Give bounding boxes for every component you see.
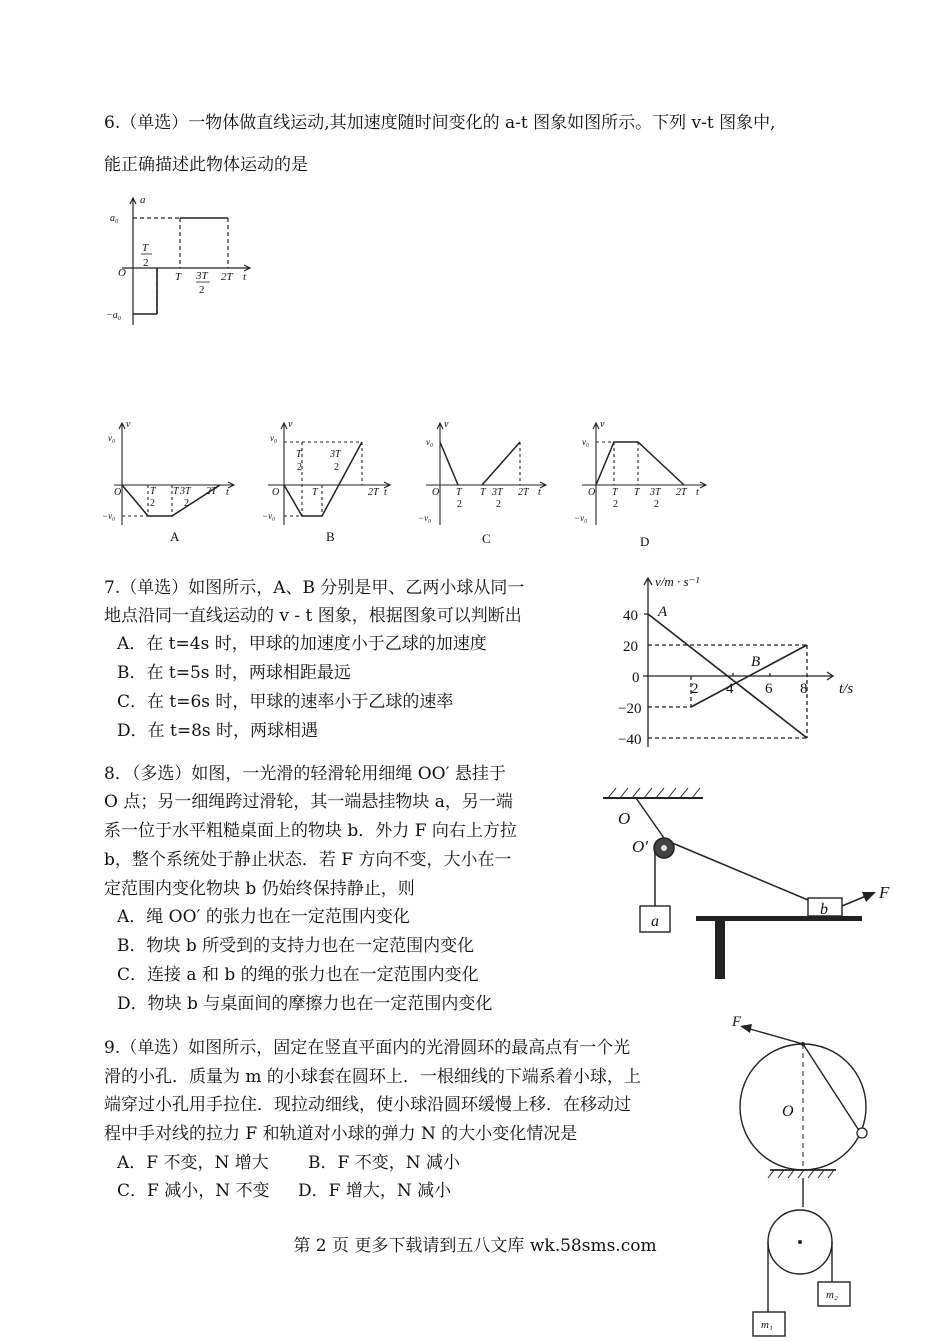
q6-choice-graphs <box>100 415 720 555</box>
q6-stem-line2: 能正确描述此物体运动的是 <box>104 155 308 175</box>
q8-stem-line1: 8．（多选）如图，一光滑的轻滑轮用细绳 OO′ 悬挂于 <box>104 764 506 784</box>
q8-stem-line4: b，整个系统处于静止状态．若 F 方向不变，大小在一 <box>104 850 512 870</box>
q9-ring-figure <box>728 1012 888 1342</box>
vt-b-3T: 3T <box>330 449 341 460</box>
vt-d-T: T <box>634 487 640 498</box>
vt-a-v: v <box>126 419 131 430</box>
q9-stem-line4: 程中手对线的拉力 F 和轨道对小球的弹力 N 的大小变化情况是 <box>104 1124 578 1144</box>
q8-pulley-figure <box>598 786 898 986</box>
at-origin: O <box>118 267 126 279</box>
at-neg-a0: −a₀ <box>106 310 122 321</box>
vt-a-O: O <box>114 487 122 498</box>
q9-m2-label: m₂ <box>826 1289 838 1301</box>
q8-option-a: A．绳 OO′ 的张力也在一定范围内变化 <box>117 907 410 927</box>
q7-ytick-20: 20 <box>623 639 638 655</box>
at-tick-3T-den: 2 <box>199 284 205 296</box>
vt-b-O: O <box>272 487 280 498</box>
q9-option-d: D．F 增大，N 减小 <box>298 1181 452 1201</box>
at-axis-a: a <box>140 194 146 206</box>
q9-stem-line3: 端穿过小孔用手拉住．现拉动细线，使小球沿圆环缓慢上移．在移动过 <box>104 1095 631 1115</box>
q7-ytick-0: 0 <box>632 670 640 686</box>
vt-a-v0: v₀ <box>108 433 116 443</box>
q7-xtick-6: 6 <box>765 681 773 697</box>
q8-label-O-prime: O′ <box>632 837 648 856</box>
q9-force-F-label: F <box>732 1014 742 1030</box>
at-a0: a₀ <box>110 213 119 224</box>
vt-a-T-half: T <box>150 486 156 497</box>
vt-b-label: B <box>326 529 335 544</box>
vt-b-t: t <box>384 487 387 498</box>
q9-stem-line1: 9.（单选）如图所示，固定在竖直平面内的光滑圆环的最高点有一个光 <box>104 1038 631 1058</box>
q7-stem-line2: 地点沿同一直线运动的 v - t 图象，根据图象可以判断出 <box>104 606 522 626</box>
q9-option-a: A．F 不变，N 增大 <box>117 1153 269 1173</box>
vt-d-3T: 3T <box>650 487 661 498</box>
vt-b-2T: 2T <box>368 487 379 498</box>
vt-a-label: A <box>170 529 180 544</box>
q8-stem-line5: 定范围内变化物块 b 仍始终保持静止，则 <box>104 879 415 899</box>
q7-xtick-4: 4 <box>726 681 734 697</box>
vt-c-O: O <box>432 487 440 498</box>
vt-b-v0: v₀ <box>270 433 278 443</box>
vt-graph-b <box>262 419 390 544</box>
q7-ytick-neg40: −40 <box>618 732 642 748</box>
q6-at-graph <box>100 190 260 340</box>
vt-c-label: C <box>482 531 491 546</box>
q7-xlabel: t/s <box>839 681 854 697</box>
q9-option-c: C．F 减小，N 不变 <box>117 1181 270 1201</box>
q8-block-b-label: b <box>820 901 828 918</box>
vt-a-2T: 2T <box>206 486 217 497</box>
q7-ytick-40: 40 <box>623 608 638 624</box>
vt-graph-a <box>102 419 234 544</box>
q9-stem-line2: 滑的小孔．质量为 m 的小球套在圆环上．一根细线的下端系着小球，上 <box>104 1067 641 1087</box>
vt-b-den1: 2 <box>297 462 302 473</box>
q8-force-F-label: F <box>879 883 890 902</box>
at-tick-T: T <box>175 271 182 283</box>
q7-vt-graph <box>615 572 875 752</box>
q7-option-c: C．在 t=6s 时，甲球的速率小于乙球的速率 <box>117 692 454 712</box>
vt-a-neg-v0: −v₀ <box>102 511 116 521</box>
vt-d-T-half: T <box>612 487 618 498</box>
vt-d-den2: 2 <box>654 499 659 510</box>
vt-a-t: t <box>226 487 229 498</box>
vt-d-2T: 2T <box>676 487 687 498</box>
q7-ylabel: v/m · s⁻¹ <box>655 574 700 589</box>
vt-b-neg-v0: −v₀ <box>262 511 276 521</box>
vt-c-v0: v₀ <box>426 437 434 447</box>
vt-c-3T: 3T <box>492 487 503 498</box>
q8-block-a-label: a <box>651 913 659 930</box>
vt-c-T: T <box>480 487 486 498</box>
at-tick-T-half-num: T <box>142 242 149 254</box>
vt-c-t: t <box>538 487 541 498</box>
vt-b-T: T <box>312 487 318 498</box>
q8-option-b: B．物块 b 所受到的支持力也在一定范围内变化 <box>117 936 475 956</box>
q6-stem-line1: 6.（单选）一物体做直线运动,其加速度随时间变化的 a-t 图象如图所示。下列 v-t 图象中, <box>104 113 776 133</box>
q8-label-O: O <box>618 809 631 828</box>
q7-xtick-2: 2 <box>691 681 699 697</box>
vt-d-label: D <box>640 534 650 549</box>
q7-line-a-label: A <box>658 604 668 620</box>
vt-d-v: v <box>600 419 605 430</box>
q7-option-d: D．在 t=8s 时，两球相遇 <box>117 721 319 741</box>
q9-option-b: B．F 不变，N 减小 <box>308 1153 460 1173</box>
vt-d-t: t <box>696 487 699 498</box>
at-tick-T-half-den: 2 <box>143 257 149 269</box>
vt-graph-c <box>418 419 546 546</box>
vt-c-v: v <box>444 419 449 430</box>
q7-stem-line1: 7.（单选）如图所示，A、B 分别是甲、乙两小球从同一 <box>104 578 525 598</box>
vt-c-neg-v0: −v₀ <box>418 513 432 523</box>
q8-option-c: C．连接 a 和 b 的绳的张力也在一定范围内变化 <box>117 965 479 985</box>
q8-stem-line2: O 点；另一细绳跨过滑轮，其一端悬挂物块 a，另一端 <box>104 792 513 812</box>
vt-a-den2: 2 <box>184 498 189 509</box>
q9-m1-label: m₁ <box>761 1319 773 1331</box>
at-tick-3T: 3T <box>196 270 208 282</box>
vt-c-T-half: T <box>456 487 462 498</box>
q8-option-d: D．物块 b 与桌面间的摩擦力也在一定范围内变化 <box>117 994 493 1014</box>
q7-line-b-label: B <box>751 654 761 670</box>
vt-c-2T: 2T <box>518 487 529 498</box>
q7-option-b: B．在 t=5s 时，两球相距最远 <box>117 663 351 683</box>
at-tick-2T: 2T <box>221 271 233 283</box>
vt-graph-d <box>574 419 706 549</box>
vt-a-T: T <box>173 486 179 497</box>
q8-stem-line3: 系一位于水平粗糙桌面上的物块 b．外力 F 向右上方拉 <box>104 821 517 841</box>
q7-ytick-neg20: −20 <box>618 701 642 717</box>
vt-d-den1: 2 <box>613 499 618 510</box>
vt-d-v0: v₀ <box>582 437 590 447</box>
at-axis-t: t <box>243 271 247 283</box>
vt-b-T-half: T <box>296 449 302 460</box>
q7-option-a: A．在 t=4s 时，甲球的加速度小于乙球的加速度 <box>117 634 487 654</box>
vt-b-v: v <box>288 419 293 430</box>
vt-b-den2: 2 <box>334 462 339 473</box>
q9-center-O-label: O <box>782 1103 794 1120</box>
q7-xtick-8: 8 <box>800 681 808 697</box>
page-footer: 第 2 页 更多下载请到五八文库 wk.58sms.com <box>293 1236 657 1256</box>
vt-c-den2: 2 <box>496 499 501 510</box>
vt-a-den1: 2 <box>150 498 155 509</box>
vt-c-den1: 2 <box>457 499 462 510</box>
vt-a-3T: 3T <box>180 486 191 497</box>
vt-d-O: O <box>588 487 596 498</box>
vt-d-neg-v0: −v₀ <box>574 513 588 523</box>
